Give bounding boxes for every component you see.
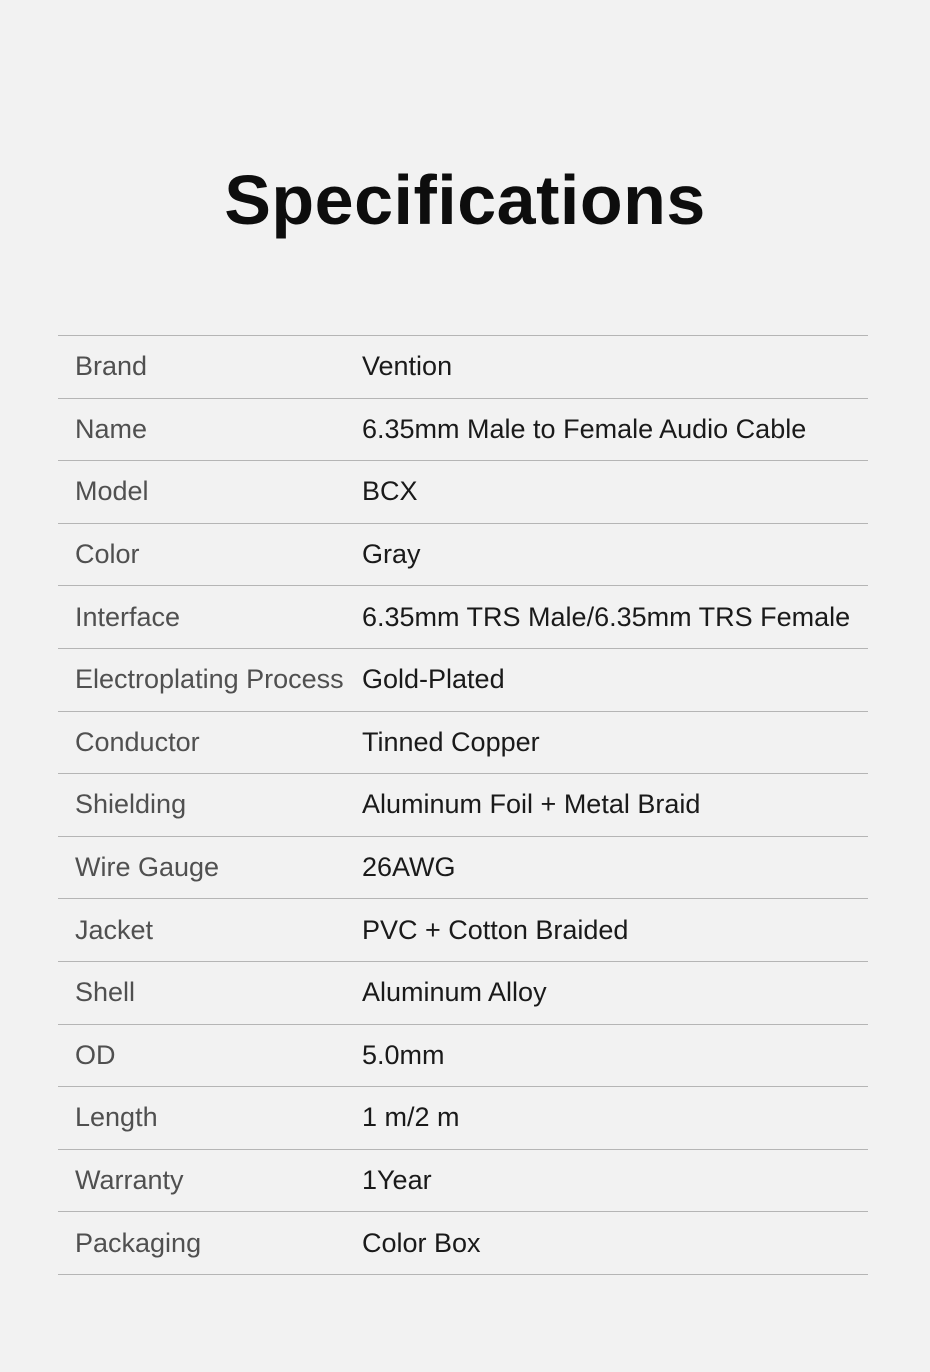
spec-value: Tinned Copper (362, 726, 540, 757)
spec-value: PVC + Cotton Braided (362, 914, 629, 945)
spec-label: Shell (75, 977, 136, 1008)
spec-value: BCX (362, 476, 418, 507)
spec-value: Color Box (362, 1227, 481, 1258)
spec-value: 26AWG (362, 852, 456, 883)
spec-value: 1 m/2 m (362, 1102, 460, 1133)
spec-row-interface (58, 586, 868, 649)
spec-table (58, 335, 868, 1275)
spec-label: Brand (75, 351, 148, 382)
spec-value: 6.35mm Male to Female Audio Cable (362, 413, 807, 444)
spec-row-od (58, 1025, 868, 1088)
spec-value: Aluminum Alloy (362, 977, 547, 1008)
spec-value: 5.0mm (362, 1039, 445, 1070)
spec-label: Shielding (75, 789, 187, 820)
spec-row-warranty (58, 1150, 868, 1213)
spec-row-color (58, 524, 868, 587)
spec-row-name (58, 399, 868, 462)
spec-row-jacket (58, 899, 868, 962)
spec-row-electroplating-process (58, 649, 868, 712)
spec-value: 6.35mm TRS Male/6.35mm TRS Female (362, 601, 851, 632)
spec-value: Gray (362, 539, 421, 570)
spec-label: Wire Gauge (75, 852, 220, 883)
spec-row-packaging (58, 1212, 868, 1275)
spec-row-brand (58, 336, 868, 399)
spec-label: OD (75, 1039, 116, 1070)
spec-label: Electroplating Process (75, 664, 344, 695)
spec-label: Name (75, 413, 148, 444)
spec-label: Interface (75, 601, 181, 632)
spec-label: Length (75, 1102, 158, 1133)
page-title: Specifications (224, 161, 706, 239)
spec-row-wire-gauge (58, 837, 868, 900)
spec-row-length (58, 1087, 868, 1150)
spec-value: Gold-Plated (362, 664, 505, 695)
spec-value: Aluminum Foil + Metal Braid (362, 789, 701, 820)
spec-row-shielding (58, 774, 868, 837)
spec-value: Vention (362, 351, 453, 382)
spec-label: Model (75, 476, 149, 507)
spec-row-model (58, 461, 868, 524)
spec-label: Warranty (75, 1165, 184, 1196)
spec-label: Conductor (75, 726, 200, 757)
spec-label: Color (75, 539, 140, 570)
spec-label: Packaging (75, 1227, 202, 1258)
spec-label: Jacket (75, 914, 154, 945)
spec-value: 1Year (362, 1165, 432, 1196)
spec-row-conductor (58, 712, 868, 775)
spec-row-shell (58, 962, 868, 1025)
